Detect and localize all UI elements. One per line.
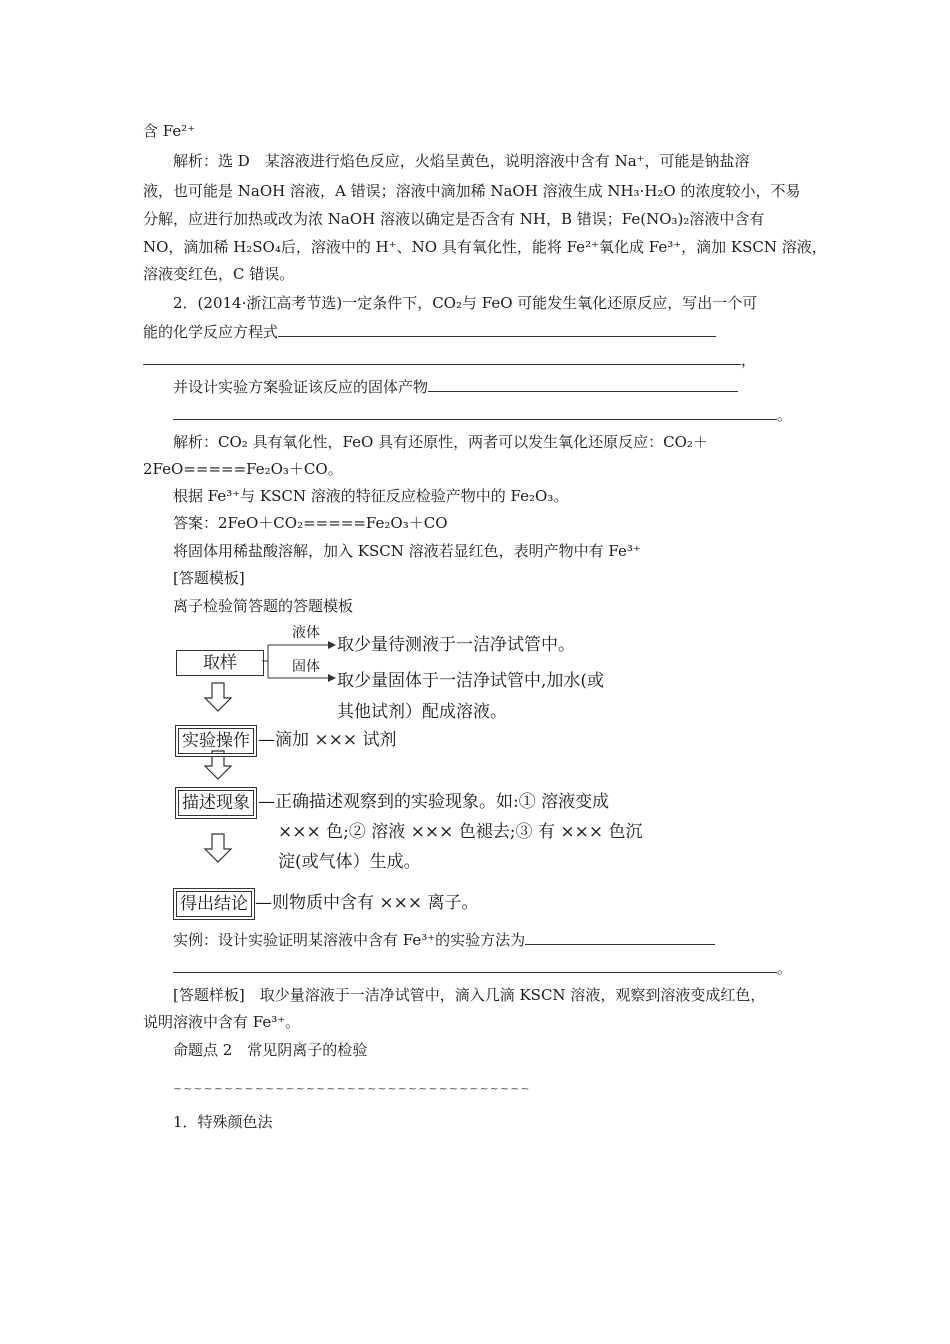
answer-blank[interactable] xyxy=(278,321,716,337)
text-line: 溶液变红色，C 错误。 xyxy=(143,265,295,283)
flow-operation-text: —滴加 ××× 试剂 xyxy=(258,730,397,750)
flow-observation-text-cont: ××× 色;② 溶液 ××× 色褪去;③ 有 ××× 色沉 xyxy=(278,822,643,842)
section-title: 离子检验简答题的答题模板 xyxy=(173,597,354,615)
answer-blank[interactable] xyxy=(428,376,738,392)
answer-blank[interactable] xyxy=(173,404,777,420)
text-line: [答题样板] 取少量溶液于一洁净试管中，滴入几滴 KSCN 溶液，观察到溶液变成红色， xyxy=(173,986,766,1004)
flow-liquid-text: 取少量待测液于一洁净试管中。 xyxy=(337,635,575,655)
example-line-cont xyxy=(173,957,792,978)
answer-line-equation xyxy=(143,321,716,342)
question-text: 能的化学反应方程式 xyxy=(143,323,279,341)
flow-step-operation: 实验操作 xyxy=(178,728,254,754)
flow-observation-text: —正确描述观察到的实验现象。如:① 溶液变成 xyxy=(258,792,610,812)
answer-blank[interactable] xyxy=(173,957,777,973)
text-line: 答案：2FeO＋CO₂=====Fe₂O₃＋CO xyxy=(173,514,448,532)
answer-line-experiment xyxy=(173,376,738,397)
answer-line-equation-cont xyxy=(143,349,756,370)
down-arrows xyxy=(205,683,231,862)
answer-line-experiment-cont xyxy=(173,404,792,425)
section-label: [答题模板] xyxy=(173,569,245,587)
text-line: 说明溶液中含有 Fe³⁺。 xyxy=(143,1013,301,1031)
flow-branch-solid: 固体 xyxy=(292,659,320,675)
text-line: NO，滴加稀 H₂SO₄后，溶液中的 H⁺、NO 具有氧化性，能将 Fe²⁺氧化成 Fe³⁺，滴加 KSCN 溶液， xyxy=(143,238,827,256)
wavy-divider: ~~~~~~~~~~~~~~~~~~~~~~~~~~~~~~~~~~~ xyxy=(173,1082,531,1095)
text-line: 含 Fe²⁺ xyxy=(143,122,196,140)
subsection-heading: 1．特殊颜色法 xyxy=(173,1113,273,1131)
punctuation: 。 xyxy=(777,959,793,977)
text-line: 液，也可能是 NaOH 溶液，A 错误；溶液中滴加稀 NaOH 溶液生成 NH₃·H₂O 的浓度较小，不易 xyxy=(143,182,801,200)
question-text: 实例：设计实验证明某溶液中含有 Fe³⁺的实验方法为 xyxy=(173,931,526,949)
text-line: 解析：CO₂ 具有氧化性，FeO 具有还原性，两者可以发生氧化还原反应：CO₂＋ xyxy=(173,433,708,451)
punctuation: 。 xyxy=(777,406,793,424)
text-line: 2FeO=====Fe₂O₃＋CO。 xyxy=(143,460,343,478)
section-heading: 命题点 2 常见阴离子的检验 xyxy=(173,1041,368,1059)
flow-solid-text-cont: 其他试剂）配成溶液。 xyxy=(337,702,507,722)
flow-step-observation: 描述现象 xyxy=(178,790,254,816)
flow-step-sampling: 取样 xyxy=(176,650,264,676)
text-line: 将固体用稀盐酸溶解，加入 KSCN 溶液若显红色，表明产物中有 Fe³⁺ xyxy=(173,542,641,560)
answer-blank[interactable] xyxy=(143,349,741,365)
flow-observation-text-cont: 淀(或气体）生成。 xyxy=(278,852,421,872)
example-line xyxy=(173,929,715,950)
question-text: 并设计实验方案验证该反应的固体产物 xyxy=(173,378,429,396)
flow-conclusion-text: —则物质中含有 ××× 离子。 xyxy=(255,893,479,913)
text-line: 根据 Fe³⁺与 KSCN 溶液的特征反应检验产物中的 Fe₂O₃。 xyxy=(173,487,569,505)
answer-blank[interactable] xyxy=(525,929,715,945)
flow-step-conclusion: 得出结论 xyxy=(176,891,252,917)
question-2-line: 2．(2014·浙江高考节选)一定条件下，CO₂与 FeO 可能发生氧化还原反应，写出一个可 xyxy=(173,294,758,312)
flow-branch-liquid: 液体 xyxy=(292,625,320,641)
text-line: 解析：选 D 某溶液进行焰色反应，火焰呈黄色，说明溶液中含有 Na⁺，可能是钠盐溶 xyxy=(173,152,750,170)
flow-solid-text: 取少量固体于一洁净试管中,加水(或 xyxy=(337,671,605,691)
punctuation: ， xyxy=(741,351,757,369)
text-line: 分解，应进行加热或改为浓 NaOH 溶液以确定是否含有 NH，B 错误；Fe(NO₃)₂溶液中含有 xyxy=(143,210,765,228)
